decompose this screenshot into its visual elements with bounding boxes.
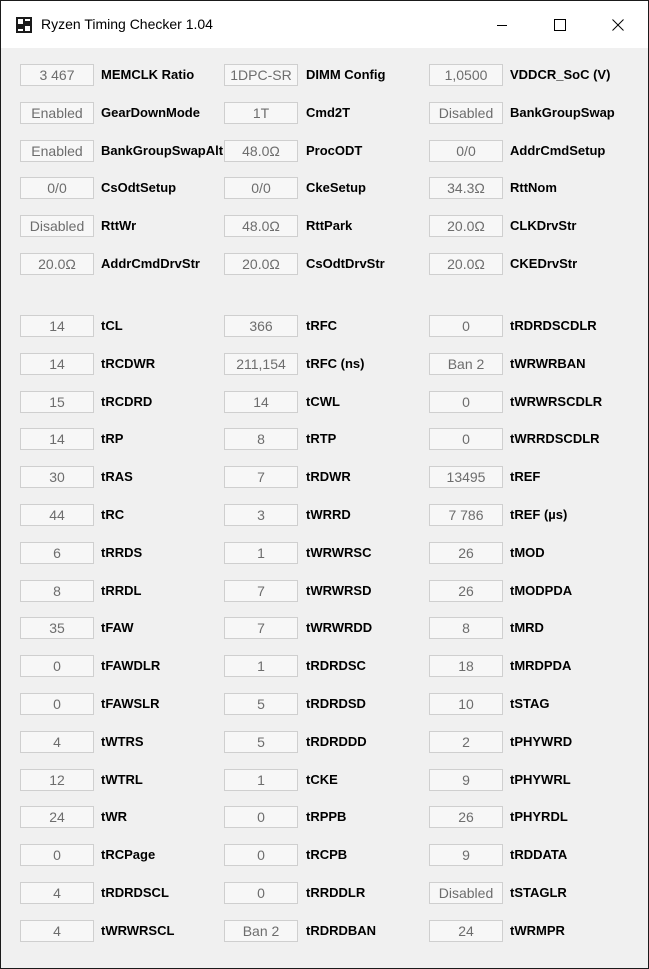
trdwr-label: tRDWR [306, 469, 351, 484]
rttnom-value-field[interactable]: 34.3Ω [429, 177, 503, 199]
twrwrscdlr-label: tWRWRSCDLR [510, 394, 603, 409]
vddcr-soc-v-value-field[interactable]: 1,0500 [429, 64, 503, 86]
tcwl-label: tCWL [306, 394, 340, 409]
tmrd-label: tMRD [510, 620, 544, 635]
trcpb-label: tRCPB [306, 847, 348, 862]
tfawdlr-value-field[interactable]: 0 [20, 655, 94, 677]
twrrdscdlr-value-field[interactable]: 0 [429, 428, 503, 450]
rttwr-label: RttWr [101, 218, 137, 233]
tmrdpda-label: tMRDPDA [510, 658, 572, 673]
title-bar[interactable] [1, 1, 648, 48]
trfc-value-field[interactable]: 366 [224, 315, 298, 337]
tphywrd-value-field[interactable]: 2 [429, 731, 503, 753]
tref-s-value-field[interactable]: 7 786 [429, 504, 503, 526]
trdrdsd-value-field[interactable]: 5 [224, 693, 298, 715]
trdrddd-value-field[interactable]: 5 [224, 731, 298, 753]
tmod-value-field[interactable]: 26 [429, 542, 503, 564]
trfc-ns-label: tRFC (ns) [306, 356, 365, 371]
tfawslr-label: tFAWSLR [101, 696, 160, 711]
maximize-icon [554, 19, 566, 31]
tfaw-value-field[interactable]: 35 [20, 617, 94, 639]
addrcmdsetup-label: AddrCmdSetup [510, 143, 606, 158]
twrwrban-value-field[interactable]: Ban 2 [429, 353, 503, 375]
maximize-button[interactable] [531, 1, 589, 48]
trddata-label: tRDDATA [510, 847, 568, 862]
trdrddd-label: tRDRDDD [306, 734, 367, 749]
trdrdban-value-field[interactable]: Ban 2 [224, 920, 298, 942]
minimize-icon [496, 19, 508, 31]
geardownmode-label: GearDownMode [101, 105, 200, 120]
trrdl-label: tRRDL [101, 583, 142, 598]
twrwrsd-label: tWRWRSD [306, 583, 372, 598]
rttwr-value-field[interactable]: Disabled [20, 215, 94, 237]
tphywrl-value-field[interactable]: 9 [429, 769, 503, 791]
csodtsetup-label: CsOdtSetup [101, 180, 177, 195]
trcdrd-label: tRCDRD [101, 394, 153, 409]
twtrl-value-field[interactable]: 12 [20, 769, 94, 791]
procodt-label: ProcODT [306, 143, 363, 158]
trrds-label: tRRDS [101, 545, 143, 560]
geardownmode-value-field[interactable]: Enabled [20, 102, 94, 124]
trc-value-field[interactable]: 44 [20, 504, 94, 526]
trdrdsc-label: tRDRDSC [306, 658, 366, 673]
trcpage-label: tRCPage [101, 847, 156, 862]
trtp-label: tRTP [306, 431, 337, 446]
trdrdban-label: tRDRDBAN [306, 923, 377, 938]
trfc-label: tRFC [306, 318, 338, 333]
trp-label: tRP [101, 431, 124, 446]
timings-panel [1, 48, 648, 968]
trcdwr-value-field[interactable]: 14 [20, 353, 94, 375]
tphyrdl-label: tPHYRDL [510, 809, 568, 824]
trdrdscdlr-label: tRDRDSCDLR [510, 318, 597, 333]
tcke-value-field[interactable]: 1 [224, 769, 298, 791]
twrwrscl-label: tWRWRSCL [101, 923, 175, 938]
twrmpr-label: tWRMPR [510, 923, 565, 938]
ckesetup-label: CkeSetup [306, 180, 366, 195]
trrdl-value-field[interactable]: 8 [20, 580, 94, 602]
ckedrvstr-value-field[interactable]: 20.0Ω [429, 253, 503, 275]
tstaglr-value-field[interactable]: Disabled [429, 882, 503, 904]
tmrdpda-value-field[interactable]: 18 [429, 655, 503, 677]
twrrd-value-field[interactable]: 3 [224, 504, 298, 526]
tstag-value-field[interactable]: 10 [429, 693, 503, 715]
trdrdscdlr-value-field[interactable]: 0 [429, 315, 503, 337]
trtp-value-field[interactable]: 8 [224, 428, 298, 450]
trrds-value-field[interactable]: 6 [20, 542, 94, 564]
tcl-label: tCL [101, 318, 123, 333]
rttpark-value-field[interactable]: 48.0Ω [224, 215, 298, 237]
tfawdlr-label: tFAWDLR [101, 658, 161, 673]
trdwr-value-field[interactable]: 7 [224, 466, 298, 488]
trdrdscl-label: tRDRDSCL [101, 885, 169, 900]
rttnom-label: RttNom [510, 180, 557, 195]
tmrd-value-field[interactable]: 8 [429, 617, 503, 639]
vddcr-soc-v-label: VDDCR_SoC (V) [510, 67, 611, 82]
memclk-ratio-value-field[interactable]: 3 467 [20, 64, 94, 86]
tcke-label: tCKE [306, 772, 338, 787]
twrwrsc-value-field[interactable]: 1 [224, 542, 298, 564]
csodtdrvstr-value-field[interactable]: 20.0Ω [224, 253, 298, 275]
ckesetup-value-field[interactable]: 0/0 [224, 177, 298, 199]
trcpb-value-field[interactable]: 0 [224, 844, 298, 866]
twrwrban-label: tWRWRBAN [510, 356, 586, 371]
twtrl-label: tWTRL [101, 772, 143, 787]
clkdrvstr-value-field[interactable]: 20.0Ω [429, 215, 503, 237]
tras-value-field[interactable]: 30 [20, 466, 94, 488]
procodt-value-field[interactable]: 48.0Ω [224, 140, 298, 162]
trfc-ns-value-field[interactable]: 211,154 [224, 353, 298, 375]
rttpark-label: RttPark [306, 218, 353, 233]
bankgroupswapalt-value-field[interactable]: Enabled [20, 140, 94, 162]
trrddlr-label: tRRDDLR [306, 885, 366, 900]
twtrs-value-field[interactable]: 4 [20, 731, 94, 753]
twtrs-label: tWTRS [101, 734, 144, 749]
ckedrvstr-label: CKEDrvStr [510, 256, 578, 271]
tcwl-value-field[interactable]: 14 [224, 391, 298, 413]
dimm-config-value-field[interactable]: 1DPC-SR [224, 64, 298, 86]
bankgroupswapalt-label: BankGroupSwapAlt [101, 143, 224, 158]
twrrd-label: tWRRD [306, 507, 351, 522]
trppb-label: tRPPB [306, 809, 347, 824]
tstag-label: tSTAG [510, 696, 550, 711]
tmodpda-value-field[interactable]: 26 [429, 580, 503, 602]
twrmpr-value-field[interactable]: 24 [429, 920, 503, 942]
tref-s-label: tREF (µs) [510, 507, 568, 522]
twrwrdd-value-field[interactable]: 7 [224, 617, 298, 639]
tfaw-label: tFAW [101, 620, 134, 635]
close-icon [612, 19, 624, 31]
twrwrdd-label: tWRWRDD [306, 620, 373, 635]
tfawslr-value-field[interactable]: 0 [20, 693, 94, 715]
trcdrd-value-field[interactable]: 15 [20, 391, 94, 413]
trppb-value-field[interactable]: 0 [224, 806, 298, 828]
clkdrvstr-label: CLKDrvStr [510, 218, 577, 233]
memclk-ratio-label: MEMCLK Ratio [101, 67, 195, 82]
trp-value-field[interactable]: 14 [20, 428, 94, 450]
tmodpda-label: tMODPDA [510, 583, 573, 598]
cmd2t-label: Cmd2T [306, 105, 351, 120]
tphywrl-label: tPHYWRL [510, 772, 571, 787]
dimm-config-label: DIMM Config [306, 67, 386, 82]
twrwrsc-label: tWRWRSC [306, 545, 372, 560]
addrcmddrvstr-label: AddrCmdDrvStr [101, 256, 200, 271]
cmd2t-value-field[interactable]: 1T [224, 102, 298, 124]
window-title: Ryzen Timing Checker 1.04 [41, 16, 213, 32]
bankgroupswap-label: BankGroupSwap [510, 105, 615, 120]
trdrdsd-label: tRDRDSD [306, 696, 366, 711]
trc-label: tRC [101, 507, 125, 522]
trdrdscl-value-field[interactable]: 4 [20, 882, 94, 904]
tcl-value-field[interactable]: 14 [20, 315, 94, 337]
twrwrsd-value-field[interactable]: 7 [224, 580, 298, 602]
tmod-label: tMOD [510, 545, 545, 560]
addrcmdsetup-value-field[interactable]: 0/0 [429, 140, 503, 162]
twrwrscdlr-value-field[interactable]: 0 [429, 391, 503, 413]
app-icon [16, 17, 32, 33]
minimize-button[interactable] [473, 1, 531, 48]
twr-value-field[interactable]: 24 [20, 806, 94, 828]
tphyrdl-value-field[interactable]: 26 [429, 806, 503, 828]
trrddlr-value-field[interactable]: 0 [224, 882, 298, 904]
trdrdsc-value-field[interactable]: 1 [224, 655, 298, 677]
trcdwr-label: tRCDWR [101, 356, 156, 371]
twrrdscdlr-label: tWRRDSCDLR [510, 431, 600, 446]
tras-label: tRAS [101, 469, 133, 484]
csodtsetup-value-field[interactable]: 0/0 [20, 177, 94, 199]
tstaglr-label: tSTAGLR [510, 885, 567, 900]
tref-label: tREF [510, 469, 541, 484]
twrwrscl-value-field[interactable]: 4 [20, 920, 94, 942]
tphywrd-label: tPHYWRD [510, 734, 573, 749]
twr-label: tWR [101, 809, 127, 824]
tref-value-field[interactable]: 13495 [429, 466, 503, 488]
trcpage-value-field[interactable]: 0 [20, 844, 94, 866]
trddata-value-field[interactable]: 9 [429, 844, 503, 866]
csodtdrvstr-label: CsOdtDrvStr [306, 256, 385, 271]
addrcmddrvstr-value-field[interactable]: 20.0Ω [20, 253, 94, 275]
bankgroupswap-value-field[interactable]: Disabled [429, 102, 503, 124]
close-button[interactable] [589, 1, 647, 48]
